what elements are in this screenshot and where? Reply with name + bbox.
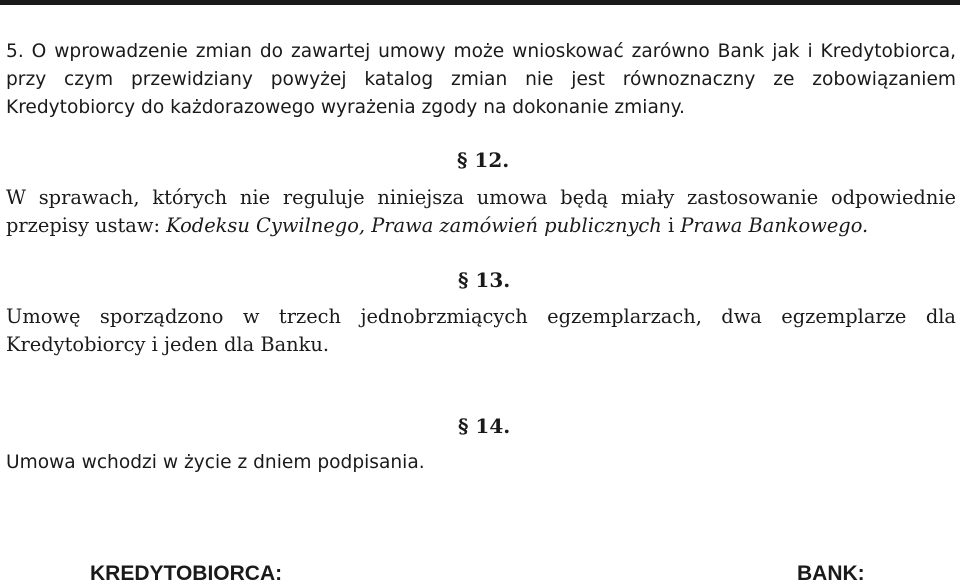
section-14-text: Umowa wchodzi w życie z dniem podpisania. [6, 452, 425, 473]
top-rule [0, 0, 960, 5]
law-public-procurement: Prawa zamówień publicznych [371, 214, 662, 237]
law-banking: Prawa Bankowego. [680, 214, 869, 237]
section-12-text-intro: W sprawach, których nie reguluje niniejsza umowa będą miały zastosowanie odpowiednie przepisy ustaw: [6, 186, 956, 237]
law-separator-1: , [358, 214, 372, 237]
law-separator-2: i [661, 214, 681, 237]
section-14-heading: § 14. [458, 414, 511, 438]
signature-bank-label: BANK: [797, 562, 865, 585]
law-civil-code: Kodeksu Cywilnego [166, 214, 359, 237]
signature-borrower-label: KREDYTOBIORCA: [90, 562, 283, 585]
section-13-heading: § 13. [458, 268, 511, 292]
section-12-heading: § 12. [457, 148, 510, 172]
section-13-text: Umowę sporządzono w trzech jednobrzmiących egzemplarzach, dwa egzemplarze dla Kredytobiorcy i jeden dla Banku. [6, 305, 956, 356]
paragraph-5: 5. O wprowadzenie zmian do zawartej umowy może wnioskować zarówno Bank jak i Kredytobiorca, przy czym przewidziany powyżej katalog zmian nie jest równoznaczny ze zobowiązaniem Kredytobiorcy do każdorazowego wyrażenia zgody na dokonanie zmiany. [6, 41, 956, 118]
section-12-text [6, 184, 956, 240]
